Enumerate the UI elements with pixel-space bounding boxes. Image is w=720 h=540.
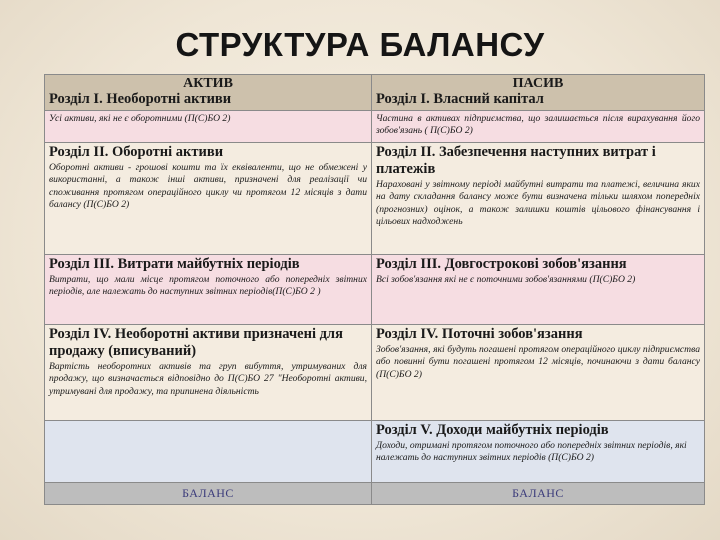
- pasiv-section-3-description: Всі зобов'язання які не є поточними зобов'язаннями (П(С)БО 2): [376, 274, 636, 285]
- pasiv-section-5-description: Доходи, отримані протягом поточного або попередніх звітних періодів, які належать до наступних звітних періодів (П(С)БО 2): [376, 440, 687, 464]
- pasiv-section-1-title: Розділ І. Власний капітал: [376, 91, 544, 107]
- aktiv-section-1-description: Усі активи, які не є оборотними (П(С)БО 2): [49, 113, 231, 124]
- balance-structure-table: [44, 74, 705, 505]
- pasiv-section-4-description: Зобов'язання, які будуть погашені протягом операційного циклу підприємства або повинні бути погашені протягом 12 місяців, починаючи з дати балансу (П(С)БО 2): [376, 344, 700, 380]
- aktiv-total-cell: [45, 483, 372, 505]
- aktiv-section-1-cell: [45, 75, 372, 111]
- pasiv-section-4-cell: [372, 325, 705, 421]
- aktiv-section-4-cell: [45, 325, 372, 421]
- aktiv-section-2-description: Оборотні активи - грошові кошти та їх еквіваленти, що не обмежені у використанні, а також інші активи, призначені для реалізації чи споживання протягом операційного циклу чи протягом 12 місяців з дати балансу (П(С)БО 2): [49, 162, 367, 211]
- aktiv-section-4-title: Розділ IV. Необоротні активи призначені для продажу (вписуваний): [49, 326, 343, 359]
- aktiv-header: АКТИВ: [183, 76, 233, 91]
- pasiv-section-1-cell: [372, 75, 705, 111]
- pasiv-section-5-title: Розділ V. Доходи майбутніх періодів: [376, 422, 609, 438]
- aktiv-section-3-cell: [45, 255, 372, 325]
- aktiv-empty-cell: [45, 421, 372, 483]
- aktiv-section-2-cell: [45, 143, 372, 255]
- aktiv-section-3-description: Витрати, що мали місце протягом поточного або попередніх звітних періодів, але належать до наступних звітних періодів(П(С)БО 2 ): [49, 274, 367, 298]
- pasiv-section-2-description: Нараховані у звітному періоді майбутні витрати та платежі, величина яких на дату складання балансу може бути визначена тільки шляхом попередніх (прогнозних) оцінок, а також залишки коштів цільового фінансування і цільових надходжень: [376, 179, 700, 228]
- pasiv-section-5-cell: [372, 421, 705, 483]
- pasiv-total-label: БАЛАНС: [512, 486, 564, 500]
- pasiv-section-4-title: Розділ IV. Поточні зобов'язання: [376, 326, 583, 342]
- aktiv-section-1-title: Розділ І. Необоротні активи: [49, 91, 232, 107]
- pasiv-section-3-title: Розділ ІІІ. Довгострокові зобов'язання: [376, 256, 627, 272]
- pasiv-header: ПАСИВ: [512, 76, 564, 91]
- pasiv-section-1-desc-cell: [372, 111, 705, 143]
- pasiv-total-cell: [372, 483, 705, 505]
- aktiv-section-2-title: Розділ ІІ. Оборотні активи: [49, 144, 224, 160]
- aktiv-section-3-title: Розділ ІІІ. Витрати майбутніх періодів: [49, 256, 300, 272]
- aktiv-section-1-desc-cell: [45, 111, 372, 143]
- pasiv-section-2-cell: [372, 143, 705, 255]
- page-title: СТРУКТУРА БАЛАНСУ: [175, 26, 545, 63]
- pasiv-section-1-description: Частина в активах підприємства, що залишається після вирахування його зобов'язань ( П(С)БО 2): [376, 113, 700, 137]
- pasiv-section-2-title: Розділ ІІ. Забезпечення наступних витрат і платежів: [376, 144, 656, 177]
- aktiv-total-label: БАЛАНС: [182, 486, 234, 500]
- aktiv-section-4-description: Вартість необоротних активів та груп вибуття, утримуваних для продажу, що визначається відповідно до П(С)БО 27 "Необоротні активи, утримувані для продажу, та припинена діяльність: [49, 361, 367, 397]
- pasiv-section-3-cell: [372, 255, 705, 325]
